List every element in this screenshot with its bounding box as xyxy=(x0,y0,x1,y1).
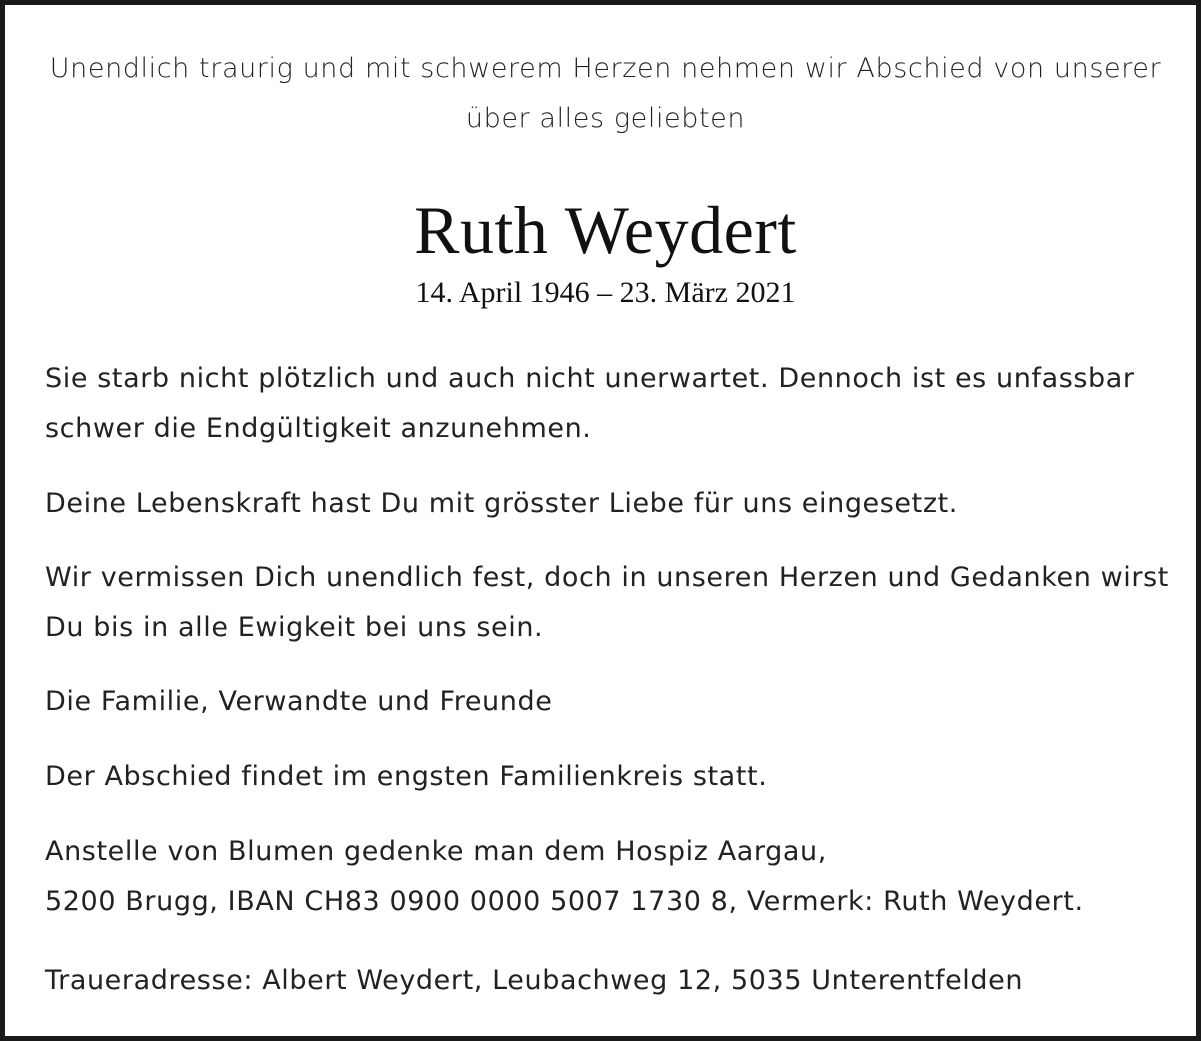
family-signature: Die Familie, Verwandte und Freunde xyxy=(45,686,553,717)
farewell-info: Der Abschied findet im engsten Familienkreis statt. xyxy=(45,761,768,792)
paragraph-lifeforce: Deine Lebenskraft hast Du mit grösster Liebe für uns eingesetzt. xyxy=(45,488,958,519)
life-dates: 14. April 1946 – 23. März 2021 xyxy=(415,276,796,309)
deceased-name: Ruth Weydert xyxy=(414,192,797,268)
mourning-address: Traueradresse: Albert Weydert, Leubachweg 12, 5035 Unterentfelden xyxy=(45,965,1024,996)
paragraph-loss xyxy=(45,354,1175,454)
intro-line-1: Unendlich traurig und mit schwerem Herzen nehmen wir Abschied von unserer xyxy=(49,53,1162,84)
paragraph-missing xyxy=(45,553,1175,653)
paragraph-loss-line-1: Sie starb nicht plötzlich und auch nicht unerwartet. Dennoch ist es unfassbar xyxy=(45,363,1135,394)
paragraph-missing-line-2: Du bis in alle Ewigkeit bei uns sein. xyxy=(45,612,544,643)
intro-line-2: über alles geliebten xyxy=(465,103,746,134)
paragraph-loss-line-2: schwer die Endgültigkeit anzunehmen. xyxy=(45,413,592,444)
paragraph-missing-line-1: Wir vermissen Dich unendlich fest, doch in unseren Herzen und Gedanken wirst xyxy=(45,562,1169,593)
donation-info xyxy=(45,827,1175,927)
donation-line-1: Anstelle von Blumen gedenke man dem Hospiz Aargau, xyxy=(45,836,827,867)
donation-line-2: 5200 Brugg, IBAN CH83 0900 0000 5007 1730 8, Vermerk: Ruth Weydert. xyxy=(45,886,1084,917)
intro-text xyxy=(5,44,1201,144)
